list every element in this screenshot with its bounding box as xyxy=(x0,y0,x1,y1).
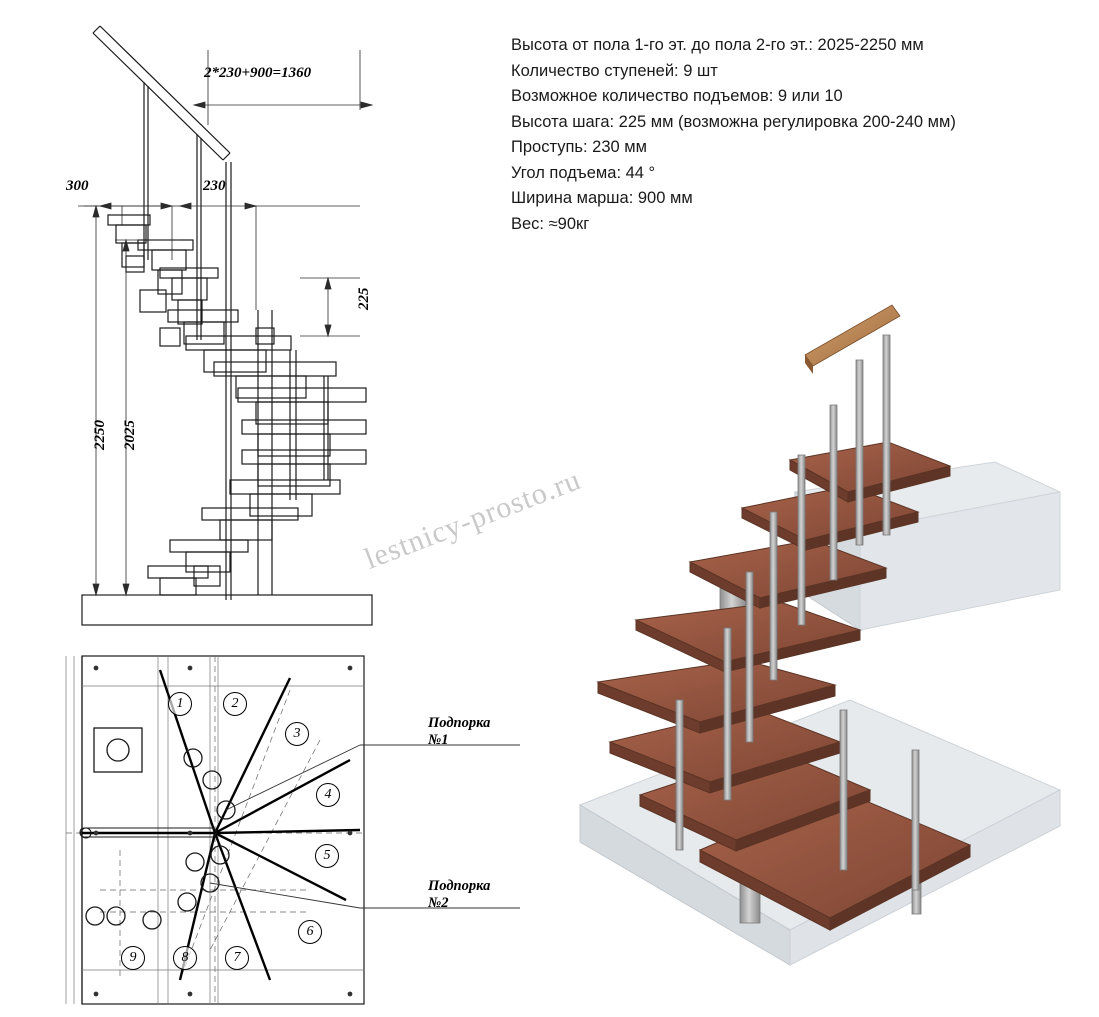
spec-line-step-height: Высота шага: 225 мм (возможна регулировка 200-240 мм) xyxy=(511,112,956,131)
support-note-2 xyxy=(428,878,490,912)
plan-step-7: 7 xyxy=(225,946,249,970)
watermark: lestnicy-prosto.ru xyxy=(360,463,586,576)
specification-block xyxy=(511,33,1071,237)
support-note-1-line1: Подпорка xyxy=(428,715,491,731)
plan-step-8: 8 xyxy=(173,946,197,970)
spec-line-weight: Вес: ≈90кг xyxy=(511,214,590,233)
plan-step-6: 6 xyxy=(298,920,322,944)
dimension-span-label: 2*230+900=1360 xyxy=(204,65,312,81)
plan-step-2: 2 xyxy=(223,692,247,716)
dimension-height-min-label: 2025 xyxy=(122,420,138,450)
dimension-height-max-label: 2250 xyxy=(92,420,108,450)
support-note-1-line2: №1 xyxy=(428,732,449,748)
spec-line-angle: Угол подъема: 44 ° xyxy=(511,163,656,182)
spec-line-step-count: Количество ступеней: 9 шт xyxy=(511,61,718,80)
plan-step-1: 1 xyxy=(168,692,192,716)
dimension-riser-label: 225 xyxy=(356,287,372,310)
spec-line-total-height: Высота от пола 1-го эт. до пола 2-го эт.: 2025-2250 мм xyxy=(511,36,924,54)
support-note-1 xyxy=(428,715,490,749)
plan-step-5: 5 xyxy=(315,844,339,868)
plan-drawing xyxy=(60,650,540,1010)
dimension-tread-label: 230 xyxy=(203,178,226,194)
stair-3d-render xyxy=(540,230,1085,1000)
spec-line-width: Ширина марша: 900 мм xyxy=(511,189,693,207)
plan-step-4: 4 xyxy=(316,783,340,807)
plan-step-3: 3 xyxy=(285,722,309,746)
spec-line-rise-count: Возможное количество подъемов: 9 или 10 xyxy=(511,87,843,105)
stair-3d-svg xyxy=(540,230,1085,1000)
support-note-2-line1: Подпорка xyxy=(428,878,491,894)
dimension-overhang-label: 300 xyxy=(66,178,89,194)
support-note-2-line2: №2 xyxy=(428,895,449,911)
spec-line-tread: Проступь: 230 мм xyxy=(511,138,647,156)
plan-step-9: 9 xyxy=(121,946,145,970)
